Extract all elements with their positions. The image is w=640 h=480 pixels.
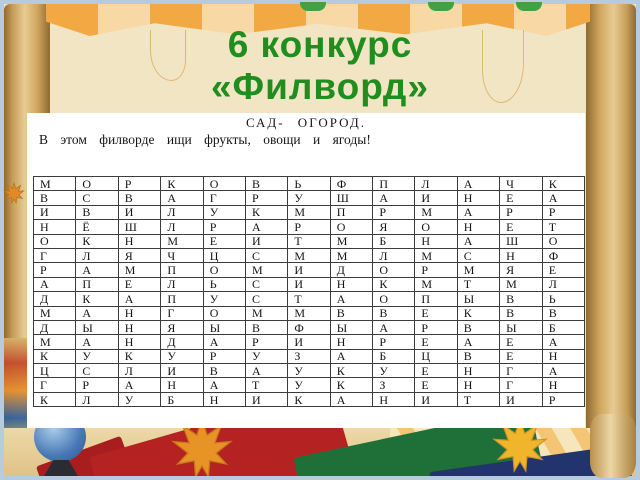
grid-cell: В <box>457 320 499 334</box>
grid-cell: А <box>330 292 373 306</box>
grid-cell: Е <box>415 364 457 378</box>
grid-cell: Ц <box>415 349 457 363</box>
grid-cell: С <box>76 364 118 378</box>
grid-cell: Р <box>373 205 415 219</box>
grid-row <box>34 248 585 262</box>
grid-cell: Ч <box>161 248 203 262</box>
grid-cell: Е <box>542 263 584 277</box>
grid-cell: У <box>161 349 203 363</box>
grid-cell: Г <box>161 306 203 320</box>
grid-cell: Е <box>415 335 457 349</box>
maple-leaf-icon <box>488 428 552 474</box>
grid-cell: К <box>76 292 118 306</box>
grid-body <box>34 177 585 407</box>
grid-cell: М <box>288 205 330 219</box>
maple-leaf-icon <box>2 182 26 204</box>
grid-cell: У <box>246 349 288 363</box>
grid-cell: Ш <box>330 191 373 205</box>
globe-icon <box>34 428 90 472</box>
grid-cell: Р <box>118 177 161 191</box>
grid-cell: А <box>542 364 584 378</box>
grid-cell: М <box>415 248 457 262</box>
grid-cell: С <box>76 191 118 205</box>
grid-cell: К <box>118 349 161 363</box>
grid-cell: Д <box>34 292 76 306</box>
grid-cell: А <box>457 205 499 219</box>
grid-cell: В <box>457 349 499 363</box>
grid-cell: Я <box>500 263 543 277</box>
grid-row <box>34 277 585 291</box>
grid-cell: В <box>542 306 584 320</box>
grid-cell: И <box>415 392 457 406</box>
grid-cell: З <box>288 349 330 363</box>
grid-cell: Л <box>118 364 161 378</box>
grid-cell: С <box>246 248 288 262</box>
grid-cell: Б <box>161 392 203 406</box>
grid-cell: В <box>500 292 543 306</box>
grid-cell: Л <box>76 392 118 406</box>
grid-cell: М <box>118 263 161 277</box>
grid-cell: А <box>76 335 118 349</box>
grid-cell: К <box>373 277 415 291</box>
grid-cell: А <box>118 292 161 306</box>
grid-cell: Р <box>203 349 245 363</box>
grid-cell: К <box>161 177 203 191</box>
grid-cell: Я <box>161 320 203 334</box>
grid-cell: Ш <box>118 220 161 234</box>
grid-cell: Д <box>34 320 76 334</box>
grid-cell: И <box>246 392 288 406</box>
scroll-bottom-corner <box>590 414 636 478</box>
grid-cell: И <box>161 364 203 378</box>
grid-cell: Ч <box>500 177 543 191</box>
grid-cell: Я <box>373 220 415 234</box>
grid-cell: Д <box>161 335 203 349</box>
grid-cell: Ь <box>203 277 245 291</box>
grid-cell: М <box>330 234 373 248</box>
grid-cell: О <box>415 220 457 234</box>
globe-sphere <box>34 428 86 462</box>
grid-cell: Ш <box>500 234 543 248</box>
grid-cell: Ь <box>288 177 330 191</box>
grid-cell: А <box>203 378 245 392</box>
grid-cell: Н <box>118 335 161 349</box>
grid-cell: К <box>246 205 288 219</box>
grid-row <box>34 364 585 378</box>
grid-cell: Т <box>288 234 330 248</box>
grid-cell: Н <box>415 234 457 248</box>
grid-row <box>34 177 585 191</box>
grid-cell: У <box>76 349 118 363</box>
grid-cell: Н <box>457 220 499 234</box>
grid-cell: Г <box>34 378 76 392</box>
grid-cell: Д <box>330 263 373 277</box>
grid-row <box>34 335 585 349</box>
grid-cell: А <box>34 277 76 291</box>
grid-cell: К <box>34 349 76 363</box>
grid-cell: Н <box>330 277 373 291</box>
grid-cell: С <box>457 248 499 262</box>
grid-cell: З <box>373 378 415 392</box>
grid-cell: Р <box>246 335 288 349</box>
grid-cell: Т <box>457 277 499 291</box>
grid-row <box>34 292 585 306</box>
grid-row <box>34 220 585 234</box>
puzzle-panel <box>27 113 585 428</box>
grid-cell: А <box>246 364 288 378</box>
grid-cell: Ф <box>542 248 584 262</box>
grid-cell: М <box>246 306 288 320</box>
grid-cell: П <box>161 292 203 306</box>
grid-cell: А <box>76 263 118 277</box>
grid-cell: Л <box>415 177 457 191</box>
grid-cell: В <box>373 306 415 320</box>
grid-cell: Ф <box>288 320 330 334</box>
grid-cell: К <box>542 177 584 191</box>
globe-stand <box>44 460 78 476</box>
grid-cell: Ы <box>76 320 118 334</box>
grid-row <box>34 349 585 363</box>
grid-cell: И <box>118 205 161 219</box>
grid-cell: Л <box>76 248 118 262</box>
grid-cell: С <box>246 292 288 306</box>
grid-cell: Н <box>118 234 161 248</box>
grid-cell: Г <box>34 248 76 262</box>
grid-cell: С <box>246 277 288 291</box>
grid-cell: И <box>288 263 330 277</box>
grid-cell: В <box>34 191 76 205</box>
grid-cell: Р <box>542 205 584 219</box>
grid-cell: О <box>34 234 76 248</box>
grid-cell: А <box>118 378 161 392</box>
grid-cell: К <box>76 234 118 248</box>
grid-cell: Ы <box>330 320 373 334</box>
grid-cell: К <box>457 306 499 320</box>
grid-cell: Ы <box>203 320 245 334</box>
grid-cell: А <box>542 335 584 349</box>
grid-cell: Т <box>542 220 584 234</box>
grid-cell: Л <box>161 220 203 234</box>
grid-cell: И <box>415 191 457 205</box>
grid-row <box>34 263 585 277</box>
grid-cell: В <box>118 191 161 205</box>
grid-row <box>34 306 585 320</box>
grid-cell: О <box>330 220 373 234</box>
grid-cell: Р <box>76 378 118 392</box>
grid-cell: Е <box>415 378 457 392</box>
grid-cell: У <box>203 292 245 306</box>
grid-cell: В <box>246 320 288 334</box>
grid-cell: Е <box>500 335 543 349</box>
grid-cell: Е <box>203 234 245 248</box>
grid-cell: О <box>203 177 245 191</box>
grid-cell: И <box>246 234 288 248</box>
grid-cell: Р <box>500 205 543 219</box>
grid-cell: Ц <box>203 248 245 262</box>
grid-cell: О <box>373 263 415 277</box>
grid-cell: У <box>203 205 245 219</box>
puzzle-instruction: В этом филворде ищи фрукты, овощи и ягоды! <box>39 132 371 147</box>
grid-cell: Н <box>118 320 161 334</box>
grid-cell: Т <box>246 378 288 392</box>
foliage-decor <box>516 2 542 11</box>
grid-cell: Р <box>246 191 288 205</box>
grid-cell: О <box>373 292 415 306</box>
grid-cell: Л <box>161 205 203 219</box>
grid-cell: Г <box>500 364 543 378</box>
grid-cell: Т <box>288 292 330 306</box>
grid-cell: М <box>415 277 457 291</box>
grid-cell: Н <box>34 220 76 234</box>
grid-cell: Р <box>288 220 330 234</box>
grid-cell: У <box>373 364 415 378</box>
grid-cell: Я <box>118 248 161 262</box>
grid-row <box>34 320 585 334</box>
grid-cell: Н <box>457 364 499 378</box>
grid-cell: У <box>288 191 330 205</box>
grid-cell: Р <box>542 392 584 406</box>
grid-cell: Ф <box>330 177 373 191</box>
foliage-decor <box>428 2 454 11</box>
filword-grid <box>33 176 585 407</box>
grid-cell: М <box>330 248 373 262</box>
grid-cell: К <box>330 364 373 378</box>
grid-cell: А <box>457 234 499 248</box>
grid-cell: А <box>246 220 288 234</box>
grid-cell: Р <box>415 263 457 277</box>
grid-row <box>34 378 585 392</box>
bottom-illustration <box>4 428 636 476</box>
grid-cell: М <box>34 335 76 349</box>
grid-cell: И <box>288 335 330 349</box>
maple-leaf-icon <box>166 428 238 476</box>
grid-cell: П <box>373 177 415 191</box>
grid-cell: Ы <box>457 292 499 306</box>
grid-cell: К <box>34 392 76 406</box>
foliage-decor <box>300 2 326 11</box>
grid-cell: Т <box>457 392 499 406</box>
grid-cell: П <box>330 205 373 219</box>
grid-cell: М <box>161 234 203 248</box>
grid-cell: Г <box>203 191 245 205</box>
grid-cell: А <box>542 191 584 205</box>
grid-cell: Н <box>457 191 499 205</box>
grid-cell: П <box>76 277 118 291</box>
grid-cell: Ы <box>500 320 543 334</box>
grid-cell: А <box>76 306 118 320</box>
grid-cell: Г <box>500 378 543 392</box>
grid-cell: А <box>330 349 373 363</box>
grid-cell: Н <box>542 378 584 392</box>
grid-cell: Ц <box>34 364 76 378</box>
grid-cell: Л <box>542 277 584 291</box>
slide-title-line1: 6 конкурс <box>227 24 413 65</box>
grid-cell: А <box>161 191 203 205</box>
grid-cell: П <box>415 292 457 306</box>
grid-cell: Н <box>118 306 161 320</box>
grid-cell: Е <box>500 191 543 205</box>
grid-cell: И <box>500 392 543 406</box>
grid-cell: У <box>288 364 330 378</box>
grid-cell: Р <box>203 220 245 234</box>
puzzle-heading: САД- ОГОРОД. <box>245 115 367 130</box>
grid-cell: У <box>118 392 161 406</box>
grid-cell: И <box>34 205 76 219</box>
grid-cell: Б <box>373 234 415 248</box>
grid-cell: Н <box>500 248 543 262</box>
grid-cell: У <box>288 378 330 392</box>
grid-cell: М <box>246 263 288 277</box>
grid-cell: Е <box>500 349 543 363</box>
grid-cell: О <box>76 177 118 191</box>
grid-cell: М <box>34 177 76 191</box>
grid-cell: К <box>288 392 330 406</box>
grid-cell: М <box>34 306 76 320</box>
grid-cell: М <box>415 205 457 219</box>
grid-cell: Н <box>203 392 245 406</box>
grid-cell: Н <box>457 378 499 392</box>
grid-cell: И <box>288 277 330 291</box>
slide-title <box>0 24 640 108</box>
slide-title-line2: «Филворд» <box>210 66 429 107</box>
grid-cell: Е <box>500 220 543 234</box>
grid-cell: К <box>330 378 373 392</box>
grid-cell: Н <box>161 378 203 392</box>
grid-cell: Ё <box>76 220 118 234</box>
grid-row <box>34 191 585 205</box>
grid-cell: О <box>203 263 245 277</box>
grid-cell: М <box>288 306 330 320</box>
grid-cell: М <box>288 248 330 262</box>
grid-cell: Л <box>161 277 203 291</box>
grid-cell: А <box>330 392 373 406</box>
grid-cell: Е <box>118 277 161 291</box>
grid-cell: Н <box>373 392 415 406</box>
grid-row <box>34 205 585 219</box>
grid-cell: В <box>76 205 118 219</box>
grid-cell: В <box>246 177 288 191</box>
grid-row <box>34 392 585 406</box>
grid-cell: М <box>500 277 543 291</box>
grid-cell: М <box>457 263 499 277</box>
grid-cell: О <box>203 306 245 320</box>
grid-cell: Р <box>415 320 457 334</box>
grid-cell: Р <box>34 263 76 277</box>
grid-row <box>34 234 585 248</box>
grid-cell: Л <box>373 248 415 262</box>
grid-cell: А <box>457 335 499 349</box>
grid-cell: Б <box>542 320 584 334</box>
grid-cell: Б <box>373 349 415 363</box>
grid-cell: О <box>542 234 584 248</box>
grid-cell: Р <box>373 335 415 349</box>
grid-cell: А <box>373 191 415 205</box>
grid-cell: В <box>500 306 543 320</box>
grid-cell: В <box>203 364 245 378</box>
grid-cell: В <box>330 306 373 320</box>
grid-cell: П <box>161 263 203 277</box>
grid-cell: Е <box>415 306 457 320</box>
grid-cell: А <box>203 335 245 349</box>
grid-cell: А <box>457 177 499 191</box>
grid-cell: А <box>373 320 415 334</box>
grid-cell: Н <box>330 335 373 349</box>
grid-cell: Ь <box>542 292 584 306</box>
grid-cell: Н <box>542 349 584 363</box>
